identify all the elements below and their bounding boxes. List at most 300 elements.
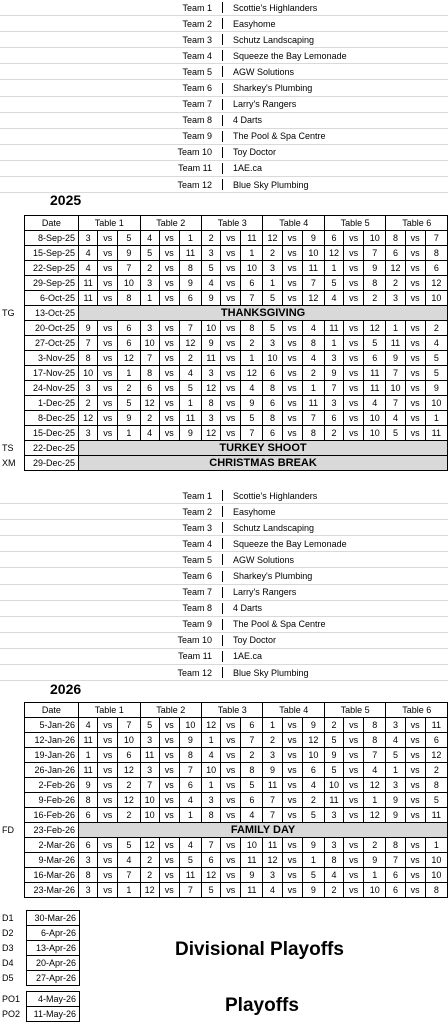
- team-row: [0, 520, 448, 536]
- row-code: [0, 411, 24, 426]
- row-date: 15-Sep-25: [24, 246, 78, 261]
- team-row: [0, 568, 448, 584]
- vs-label: vs: [221, 321, 241, 336]
- vs-label: vs: [405, 426, 425, 441]
- away-team: 11: [302, 396, 324, 411]
- vs-label: vs: [159, 396, 179, 411]
- away-team: 7: [118, 261, 140, 276]
- vs-label: vs: [344, 733, 364, 748]
- away-team: 6: [179, 778, 201, 793]
- special-event-label: TURKEY SHOOT: [79, 441, 448, 456]
- vs-label: vs: [159, 231, 179, 246]
- code-header: [0, 216, 24, 231]
- home-team: 1: [324, 336, 343, 351]
- team-name: Squeeze the Bay Lemonade: [233, 538, 347, 549]
- team-name: 1AE.ca: [233, 163, 263, 174]
- code-header: [0, 703, 24, 718]
- away-team: 9: [179, 276, 201, 291]
- vs-label: vs: [98, 381, 118, 396]
- away-team: 6: [425, 261, 447, 276]
- away-team: 8: [425, 246, 447, 261]
- team-list-top: [0, 0, 448, 193]
- home-team: 9: [202, 336, 221, 351]
- row-code: [0, 351, 24, 366]
- away-team: 2: [118, 808, 140, 823]
- team-name: Blue Sky Plumbing: [233, 667, 309, 678]
- team-row: [0, 113, 448, 129]
- home-team: 4: [324, 868, 343, 883]
- team-number: Team 8: [182, 603, 212, 614]
- row-code: [0, 808, 24, 823]
- vs-label: vs: [344, 366, 364, 381]
- row-date: 13-Oct-25: [24, 306, 78, 321]
- team-row: [0, 161, 448, 177]
- vs-label: vs: [282, 748, 302, 763]
- table-header: Table 4: [263, 216, 324, 231]
- away-team: 5: [302, 868, 324, 883]
- away-team: 9: [179, 426, 201, 441]
- home-team: 1: [324, 261, 343, 276]
- away-team: 10: [425, 291, 447, 306]
- away-team: 12: [364, 321, 386, 336]
- vs-label: vs: [282, 718, 302, 733]
- row-date: 9-Feb-26: [24, 793, 78, 808]
- home-team: 10: [202, 321, 221, 336]
- vs-label: vs: [159, 733, 179, 748]
- row-code: [0, 793, 24, 808]
- home-team: 3: [79, 426, 98, 441]
- table-header: Table 6: [386, 703, 448, 718]
- vs-label: vs: [221, 748, 241, 763]
- away-team: 7: [179, 321, 201, 336]
- vs-label: vs: [282, 808, 302, 823]
- special-event-label: CHRISTMAS BREAK: [79, 456, 448, 471]
- schedule-row: [0, 351, 448, 366]
- home-team: 2: [140, 261, 159, 276]
- away-team: 1: [302, 853, 324, 868]
- home-team: 8: [79, 351, 98, 366]
- team-row: [0, 633, 448, 649]
- vs-label: vs: [98, 793, 118, 808]
- home-team: 11: [263, 778, 282, 793]
- row-date: 24-Nov-25: [24, 381, 78, 396]
- schedule-row: [0, 306, 448, 321]
- vs-label: vs: [98, 276, 118, 291]
- away-team: 5: [425, 793, 447, 808]
- row-date: 27-Oct-25: [24, 336, 78, 351]
- vs-label: vs: [405, 838, 425, 853]
- vs-label: vs: [344, 763, 364, 778]
- home-team: 12: [324, 246, 343, 261]
- away-team: 12: [118, 763, 140, 778]
- vs-label: vs: [98, 883, 118, 898]
- home-team: 9: [386, 793, 405, 808]
- row-code: D3: [2, 943, 14, 953]
- away-team: 10: [302, 246, 324, 261]
- schedule-row: [0, 291, 448, 306]
- away-team: 6: [241, 793, 263, 808]
- home-team: 8: [202, 808, 221, 823]
- away-team: 1: [364, 793, 386, 808]
- away-team: 8: [179, 261, 201, 276]
- away-team: 12: [425, 748, 447, 763]
- home-team: 5: [324, 276, 343, 291]
- row-date: 8-Dec-25: [24, 411, 78, 426]
- vs-label: vs: [221, 883, 241, 898]
- home-team: 8: [324, 853, 343, 868]
- team-name: The Pool & Spa Centre: [233, 131, 326, 142]
- home-team: 4: [79, 246, 98, 261]
- home-team: 7: [140, 351, 159, 366]
- away-team: 5: [118, 838, 140, 853]
- home-team: 10: [140, 808, 159, 823]
- vs-label: vs: [221, 411, 241, 426]
- team-number: Team 6: [182, 571, 212, 582]
- vs-label: vs: [98, 838, 118, 853]
- away-team: 1: [364, 868, 386, 883]
- row-date: 20-Apr-26: [27, 956, 80, 971]
- vs-label: vs: [98, 748, 118, 763]
- away-team: 12: [364, 808, 386, 823]
- vs-label: vs: [221, 763, 241, 778]
- home-team: 2: [324, 718, 343, 733]
- away-team: 4: [179, 838, 201, 853]
- home-team: 3: [140, 321, 159, 336]
- row-code: [0, 853, 24, 868]
- team-name: AGW Solutions: [233, 554, 295, 565]
- vs-label: vs: [344, 426, 364, 441]
- row-code: PO2: [2, 1009, 21, 1019]
- schedule-row: [0, 321, 448, 336]
- home-team: 6: [386, 868, 405, 883]
- away-team: 7: [179, 883, 201, 898]
- away-team: 6: [364, 351, 386, 366]
- home-team: 7: [386, 396, 405, 411]
- home-team: 11: [79, 733, 98, 748]
- home-team: 3: [263, 868, 282, 883]
- vs-label: vs: [159, 718, 179, 733]
- team-name: Sharkey's Plumbing: [233, 83, 313, 94]
- team-name: Sharkey's Plumbing: [233, 571, 313, 582]
- vs-label: vs: [221, 231, 241, 246]
- home-team: 12: [202, 868, 221, 883]
- vs-label: vs: [159, 246, 179, 261]
- away-team: 6: [241, 718, 263, 733]
- vs-label: vs: [221, 426, 241, 441]
- vs-label: vs: [405, 793, 425, 808]
- schedule-row: [0, 276, 448, 291]
- team-name: Larry's Rangers: [233, 587, 297, 598]
- team-number: Team 11: [178, 163, 212, 174]
- home-team: 3: [324, 396, 343, 411]
- schedule-row: [0, 396, 448, 411]
- vs-label: vs: [405, 718, 425, 733]
- playoff-row: [0, 1007, 80, 1022]
- home-team: 9: [79, 321, 98, 336]
- vs-label: vs: [405, 321, 425, 336]
- row-code: [0, 868, 24, 883]
- schedule-row: [0, 868, 448, 883]
- away-team: 6: [241, 276, 263, 291]
- team-row: [0, 536, 448, 552]
- home-team: 3: [202, 246, 221, 261]
- home-team: 6: [324, 231, 343, 246]
- vs-label: vs: [159, 276, 179, 291]
- home-team: 7: [386, 853, 405, 868]
- away-team: 10: [241, 261, 263, 276]
- row-code: [0, 246, 24, 261]
- away-team: 5: [179, 381, 201, 396]
- away-team: 8: [364, 718, 386, 733]
- home-team: 3: [202, 793, 221, 808]
- vs-label: vs: [98, 426, 118, 441]
- home-team: 9: [202, 291, 221, 306]
- vs-label: vs: [282, 853, 302, 868]
- away-team: 2: [118, 778, 140, 793]
- team-row: [0, 32, 448, 48]
- home-team: 8: [263, 381, 282, 396]
- home-team: 12: [140, 396, 159, 411]
- vs-label: vs: [405, 868, 425, 883]
- away-team: 1: [179, 396, 201, 411]
- row-date: 27-Apr-26: [27, 971, 80, 986]
- vs-label: vs: [344, 718, 364, 733]
- vs-label: vs: [282, 778, 302, 793]
- vs-label: vs: [159, 426, 179, 441]
- home-team: 2: [79, 396, 98, 411]
- away-team: 11: [241, 231, 263, 246]
- home-team: 11: [79, 291, 98, 306]
- row-date: 6-Apr-26: [27, 926, 80, 941]
- home-team: 7: [79, 336, 98, 351]
- vs-label: vs: [159, 778, 179, 793]
- home-team: 3: [263, 261, 282, 276]
- vs-label: vs: [98, 853, 118, 868]
- vs-label: vs: [221, 733, 241, 748]
- row-code: [0, 321, 24, 336]
- away-team: 7: [364, 748, 386, 763]
- away-team: 10: [364, 411, 386, 426]
- team-number: Team 10: [177, 147, 212, 158]
- vs-label: vs: [282, 838, 302, 853]
- vs-label: vs: [98, 261, 118, 276]
- vs-label: vs: [405, 763, 425, 778]
- away-team: 10: [425, 853, 447, 868]
- away-team: 9: [302, 718, 324, 733]
- home-team: 9: [263, 763, 282, 778]
- vs-label: vs: [221, 366, 241, 381]
- home-team: 2: [140, 411, 159, 426]
- home-team: 4: [79, 261, 98, 276]
- row-date: 11-May-26: [27, 1007, 80, 1022]
- away-team: 1: [302, 381, 324, 396]
- row-date: 6-Oct-25: [24, 291, 78, 306]
- home-team: 3: [202, 366, 221, 381]
- away-team: 8: [302, 336, 324, 351]
- vs-label: vs: [282, 396, 302, 411]
- away-team: 2: [241, 748, 263, 763]
- home-team: 8: [263, 411, 282, 426]
- home-team: 7: [140, 778, 159, 793]
- home-team: 3: [386, 718, 405, 733]
- row-date: 2-Mar-26: [24, 838, 78, 853]
- vs-label: vs: [98, 246, 118, 261]
- row-code: [0, 336, 24, 351]
- away-team: 11: [241, 883, 263, 898]
- vs-label: vs: [344, 748, 364, 763]
- vs-label: vs: [159, 381, 179, 396]
- row-code: [0, 291, 24, 306]
- team-name: Toy Doctor: [233, 635, 277, 646]
- away-team: 11: [425, 718, 447, 733]
- home-team: 4: [386, 733, 405, 748]
- vs-label: vs: [282, 261, 302, 276]
- divisional-playoffs-table: [0, 910, 80, 986]
- vs-label: vs: [344, 231, 364, 246]
- vs-label: vs: [98, 291, 118, 306]
- home-team: 4: [386, 411, 405, 426]
- schedule-row: [0, 441, 448, 456]
- home-team: 3: [324, 838, 343, 853]
- vs-label: vs: [98, 718, 118, 733]
- away-team: 9: [302, 231, 324, 246]
- away-team: 11: [302, 261, 324, 276]
- table-header: Table 1: [79, 703, 140, 718]
- away-team: 11: [179, 411, 201, 426]
- vs-label: vs: [98, 351, 118, 366]
- schedule-row: [0, 231, 448, 246]
- vs-label: vs: [221, 351, 241, 366]
- home-team: 12: [202, 426, 221, 441]
- away-team: 8: [364, 733, 386, 748]
- away-team: 4: [118, 853, 140, 868]
- vs-label: vs: [282, 336, 302, 351]
- vs-label: vs: [344, 276, 364, 291]
- away-team: 4: [241, 808, 263, 823]
- home-team: 3: [386, 778, 405, 793]
- away-team: 11: [425, 808, 447, 823]
- team-name: Schutz Landscaping: [233, 522, 315, 533]
- vs-label: vs: [282, 733, 302, 748]
- home-team: 7: [202, 838, 221, 853]
- home-team: 2: [386, 276, 405, 291]
- away-team: 8: [302, 426, 324, 441]
- playoff-row: [0, 956, 80, 971]
- away-team: 9: [364, 853, 386, 868]
- team-name: Scottie's Highlanders: [233, 490, 318, 501]
- vs-label: vs: [98, 868, 118, 883]
- vs-label: vs: [98, 366, 118, 381]
- vs-label: vs: [221, 853, 241, 868]
- home-team: 1: [202, 733, 221, 748]
- home-team: 5: [140, 718, 159, 733]
- home-team: 6: [386, 246, 405, 261]
- home-team: 8: [386, 838, 405, 853]
- away-team: 8: [425, 778, 447, 793]
- date-header: Date: [24, 703, 78, 718]
- home-team: 10: [324, 778, 343, 793]
- team-row: [0, 48, 448, 64]
- away-team: 5: [425, 366, 447, 381]
- row-code: [0, 231, 24, 246]
- away-team: 2: [302, 793, 324, 808]
- home-team: 5: [202, 261, 221, 276]
- row-code: [0, 778, 24, 793]
- away-team: 5: [118, 396, 140, 411]
- vs-label: vs: [98, 321, 118, 336]
- vs-label: vs: [221, 396, 241, 411]
- schedule-row: [0, 793, 448, 808]
- away-team: 7: [241, 291, 263, 306]
- home-team: 3: [386, 291, 405, 306]
- away-team: 9: [179, 733, 201, 748]
- home-team: 7: [263, 793, 282, 808]
- vs-label: vs: [159, 838, 179, 853]
- home-team: 6: [79, 808, 98, 823]
- vs-label: vs: [344, 883, 364, 898]
- vs-label: vs: [221, 246, 241, 261]
- vs-label: vs: [405, 733, 425, 748]
- vs-label: vs: [282, 276, 302, 291]
- team-name: Easyhome: [233, 18, 276, 29]
- home-team: 12: [202, 718, 221, 733]
- home-team: 11: [324, 793, 343, 808]
- row-code: [0, 366, 24, 381]
- team-row: [0, 64, 448, 80]
- home-team: 1: [386, 763, 405, 778]
- home-team: 1: [263, 276, 282, 291]
- away-team: 10: [364, 231, 386, 246]
- vs-label: vs: [344, 411, 364, 426]
- schedule-row: [0, 336, 448, 351]
- home-team: 6: [386, 883, 405, 898]
- away-team: 9: [118, 411, 140, 426]
- home-team: 10: [140, 336, 159, 351]
- home-team: 2: [140, 853, 159, 868]
- away-team: 11: [425, 426, 447, 441]
- vs-label: vs: [344, 381, 364, 396]
- row-date: 2-Feb-26: [24, 778, 78, 793]
- away-team: 2: [425, 763, 447, 778]
- vs-label: vs: [405, 336, 425, 351]
- row-date: 13-Apr-26: [27, 941, 80, 956]
- home-team: 4: [79, 718, 98, 733]
- schedule-row: [0, 718, 448, 733]
- home-team: 4: [202, 276, 221, 291]
- away-team: 9: [425, 381, 447, 396]
- away-team: 2: [364, 838, 386, 853]
- away-team: 5: [302, 808, 324, 823]
- home-team: 11: [79, 763, 98, 778]
- row-code: [0, 261, 24, 276]
- schedule-row: [0, 381, 448, 396]
- home-team: 9: [324, 748, 343, 763]
- away-team: 2: [241, 336, 263, 351]
- home-team: 2: [202, 231, 221, 246]
- schedule-row: [0, 808, 448, 823]
- row-code: D5: [2, 973, 14, 983]
- team-row: [0, 97, 448, 113]
- home-team: 3: [140, 763, 159, 778]
- away-team: 7: [302, 411, 324, 426]
- special-event-label: FAMILY DAY: [79, 823, 448, 838]
- vs-label: vs: [344, 336, 364, 351]
- away-team: 1: [118, 426, 140, 441]
- row-code: [0, 381, 24, 396]
- row-date: 23-Feb-26: [24, 823, 78, 838]
- vs-label: vs: [344, 321, 364, 336]
- away-team: 11: [241, 853, 263, 868]
